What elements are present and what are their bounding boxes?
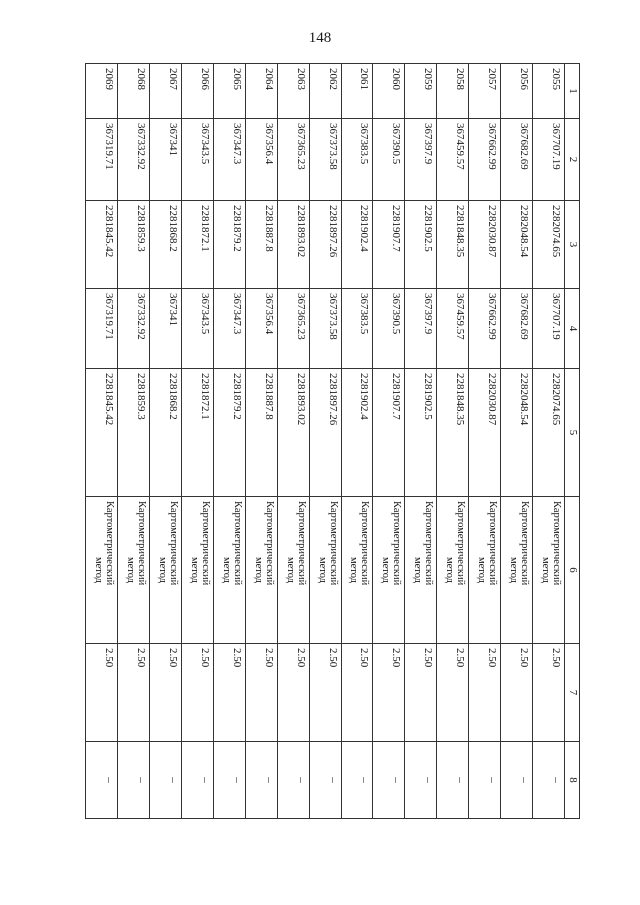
method-line1: Картометрический <box>327 501 339 586</box>
cell-method <box>213 497 245 644</box>
column-header-2: 2 <box>565 119 580 201</box>
cell-col-2: 367390.5 <box>373 119 405 201</box>
cell-col-5: 2281907.7 <box>373 369 405 497</box>
cell-method <box>245 497 277 644</box>
method-line1: Картометрический <box>487 501 499 586</box>
cell-col-3: 2281845.42 <box>86 201 118 289</box>
cell-col-3: 2281897.26 <box>309 201 341 289</box>
table-body <box>86 64 565 819</box>
cell-col-2: 367682.69 <box>501 119 533 201</box>
cell-col-1: 2064 <box>245 64 277 119</box>
cell-col-2: 367332.92 <box>118 119 150 201</box>
cell-col-8: – <box>469 742 501 819</box>
cell-col-7: 2.50 <box>437 644 469 742</box>
cell-method <box>501 497 533 644</box>
cell-col-1: 2056 <box>501 64 533 119</box>
cell-col-5: 2281845.42 <box>86 369 118 497</box>
cell-col-3: 2281902.4 <box>341 201 373 289</box>
cell-col-5: 2281859.3 <box>118 369 150 497</box>
cell-col-4: 367356.4 <box>245 289 277 369</box>
method-line2: метод <box>156 556 168 584</box>
cell-col-8: – <box>373 742 405 819</box>
cell-col-1: 2062 <box>309 64 341 119</box>
cell-col-2: 367341 <box>150 119 182 201</box>
table-row <box>405 64 437 819</box>
cell-col-2: 367383.5 <box>341 119 373 201</box>
cell-col-7: 2.50 <box>118 644 150 742</box>
cell-method <box>181 497 213 644</box>
cell-col-8: – <box>213 742 245 819</box>
cell-col-4: 367707.19 <box>533 289 565 369</box>
cell-col-3: 2281859.3 <box>118 201 150 289</box>
cell-col-1: 2059 <box>405 64 437 119</box>
column-header-7: 7 <box>565 644 580 742</box>
cell-col-4: 367319.71 <box>86 289 118 369</box>
cell-col-8: – <box>405 742 437 819</box>
cell-col-1: 2060 <box>373 64 405 119</box>
column-header-3: 3 <box>565 201 580 289</box>
cell-col-3: 2282048.54 <box>501 201 533 289</box>
table-row <box>533 64 565 819</box>
cell-col-7: 2.50 <box>373 644 405 742</box>
cell-col-3: 2281848.35 <box>437 201 469 289</box>
cell-col-1: 2065 <box>213 64 245 119</box>
cell-col-5: 2281887.8 <box>245 369 277 497</box>
cell-col-2: 367356.4 <box>245 119 277 201</box>
method-line1: Картометрический <box>423 501 435 586</box>
page-number: 148 <box>308 30 332 46</box>
cell-col-4: 367662.99 <box>469 289 501 369</box>
cell-col-4: 367682.69 <box>501 289 533 369</box>
table-row <box>501 64 533 819</box>
column-header-6: 6 <box>565 497 580 644</box>
cell-col-4: 367383.5 <box>341 289 373 369</box>
cell-col-2: 367343.5 <box>181 119 213 201</box>
cell-col-2: 367707.19 <box>533 119 565 201</box>
cell-col-5: 2282074.65 <box>533 369 565 497</box>
method-line1: Картометрический <box>391 501 403 586</box>
cell-method <box>533 497 565 644</box>
cell-col-8: – <box>533 742 565 819</box>
method-line2: метод <box>284 556 296 584</box>
table-header-row <box>565 64 580 819</box>
cell-col-3: 2281902.5 <box>405 201 437 289</box>
cell-col-3: 2282030.87 <box>469 201 501 289</box>
cell-col-3: 2281907.7 <box>373 201 405 289</box>
table-row <box>277 64 309 819</box>
method-line2: метод <box>252 556 264 584</box>
cell-col-1: 2057 <box>469 64 501 119</box>
method-line1: Картометрический <box>167 501 179 586</box>
table-row <box>469 64 501 819</box>
cell-col-7: 2.50 <box>309 644 341 742</box>
rotated-table-container <box>85 63 580 818</box>
table-row <box>181 64 213 819</box>
cell-col-8: – <box>245 742 277 819</box>
cell-col-7: 2.50 <box>469 644 501 742</box>
table-row <box>118 64 150 819</box>
cell-col-2: 367397.9 <box>405 119 437 201</box>
cell-col-3: 2281872.1 <box>181 201 213 289</box>
method-line1: Картометрический <box>263 501 275 586</box>
cell-col-8: – <box>181 742 213 819</box>
cell-col-4: 367343.5 <box>181 289 213 369</box>
method-line2: метод <box>508 556 520 584</box>
cell-col-1: 2066 <box>181 64 213 119</box>
cell-col-8: – <box>150 742 182 819</box>
cell-col-3: 2281887.8 <box>245 201 277 289</box>
method-line1: Картометрический <box>455 501 467 586</box>
cell-method <box>150 497 182 644</box>
cell-col-7: 2.50 <box>405 644 437 742</box>
cell-col-7: 2.50 <box>86 644 118 742</box>
cell-col-1: 2055 <box>533 64 565 119</box>
method-line2: метод <box>348 556 360 584</box>
cell-col-5: 2282030.87 <box>469 369 501 497</box>
cell-method <box>469 497 501 644</box>
method-line1: Картометрический <box>231 501 243 586</box>
cell-col-4: 367390.5 <box>373 289 405 369</box>
method-line1: Картометрический <box>359 501 371 586</box>
cell-col-1: 2068 <box>118 64 150 119</box>
method-line2: метод <box>476 556 488 584</box>
cell-col-8: – <box>341 742 373 819</box>
cell-method <box>405 497 437 644</box>
method-line1: Картометрический <box>136 501 148 586</box>
method-line2: метод <box>444 556 456 584</box>
method-line1: Картометрический <box>519 501 531 586</box>
cell-col-5: 2281848.35 <box>437 369 469 497</box>
cell-col-4: 367459.57 <box>437 289 469 369</box>
cell-col-5: 2281872.1 <box>181 369 213 497</box>
table-row <box>309 64 341 819</box>
method-line2: метод <box>412 556 424 584</box>
cell-col-7: 2.50 <box>245 644 277 742</box>
cell-col-7: 2.50 <box>213 644 245 742</box>
method-line1: Картометрический <box>551 501 562 586</box>
table-row <box>150 64 182 819</box>
cell-col-3: 2281868.2 <box>150 201 182 289</box>
cell-col-1: 2069 <box>86 64 118 119</box>
cell-method <box>437 497 469 644</box>
cell-col-7: 2.50 <box>181 644 213 742</box>
cell-col-8: – <box>277 742 309 819</box>
method-line2: метод <box>188 556 200 584</box>
cell-col-8: – <box>437 742 469 819</box>
cell-col-8: – <box>501 742 533 819</box>
cell-col-2: 367459.57 <box>437 119 469 201</box>
method-line1: Картометрический <box>104 501 116 586</box>
method-line2: метод <box>220 556 232 584</box>
cell-col-4: 367397.9 <box>405 289 437 369</box>
cell-col-7: 2.50 <box>533 644 565 742</box>
table-row <box>245 64 277 819</box>
column-header-5: 5 <box>565 369 580 497</box>
table-row <box>341 64 373 819</box>
cell-method <box>341 497 373 644</box>
cell-col-4: 367365.23 <box>277 289 309 369</box>
cell-col-5: 2282048.54 <box>501 369 533 497</box>
cell-col-8: – <box>86 742 118 819</box>
cell-method <box>86 497 118 644</box>
cell-col-1: 2061 <box>341 64 373 119</box>
cell-col-4: 367347.3 <box>213 289 245 369</box>
method-line2: метод <box>125 556 137 584</box>
cell-method <box>309 497 341 644</box>
cell-col-7: 2.50 <box>341 644 373 742</box>
cell-col-1: 2067 <box>150 64 182 119</box>
method-line2: метод <box>93 556 105 584</box>
cell-col-3: 2282074.65 <box>533 201 565 289</box>
method-line2: метод <box>540 556 551 584</box>
cell-method <box>277 497 309 644</box>
cell-col-5: 2281902.4 <box>341 369 373 497</box>
method-line2: метод <box>380 556 392 584</box>
cell-col-7: 2.50 <box>501 644 533 742</box>
cell-col-2: 367347.3 <box>213 119 245 201</box>
cell-col-3: 2281893.02 <box>277 201 309 289</box>
cell-col-5: 2281868.2 <box>150 369 182 497</box>
table-row <box>213 64 245 819</box>
cell-col-4: 367341 <box>150 289 182 369</box>
cell-col-7: 2.50 <box>150 644 182 742</box>
cell-col-2: 367662.99 <box>469 119 501 201</box>
cell-col-5: 2281902.5 <box>405 369 437 497</box>
cell-col-5: 2281897.26 <box>309 369 341 497</box>
cell-col-5: 2281879.2 <box>213 369 245 497</box>
column-header-8: 8 <box>565 742 580 819</box>
table-row <box>86 64 118 819</box>
cell-col-2: 367365.23 <box>277 119 309 201</box>
cell-col-1: 2063 <box>277 64 309 119</box>
method-line1: Картометрический <box>199 501 211 586</box>
cell-col-3: 2281879.2 <box>213 201 245 289</box>
cell-col-2: 367373.58 <box>309 119 341 201</box>
cell-col-7: 2.50 <box>277 644 309 742</box>
method-line1: Картометрический <box>295 501 307 586</box>
table-row <box>373 64 405 819</box>
cell-col-1: 2058 <box>437 64 469 119</box>
method-line2: метод <box>316 556 328 584</box>
cell-method <box>373 497 405 644</box>
column-header-4: 4 <box>565 289 580 369</box>
coordinates-table <box>85 63 580 819</box>
table-row <box>437 64 469 819</box>
column-header-1: 1 <box>565 64 580 119</box>
cell-method <box>118 497 150 644</box>
cell-col-8: – <box>118 742 150 819</box>
cell-col-4: 367373.58 <box>309 289 341 369</box>
cell-col-8: – <box>309 742 341 819</box>
cell-col-5: 2281893.02 <box>277 369 309 497</box>
cell-col-2: 367319.71 <box>86 119 118 201</box>
cell-col-4: 367332.92 <box>118 289 150 369</box>
